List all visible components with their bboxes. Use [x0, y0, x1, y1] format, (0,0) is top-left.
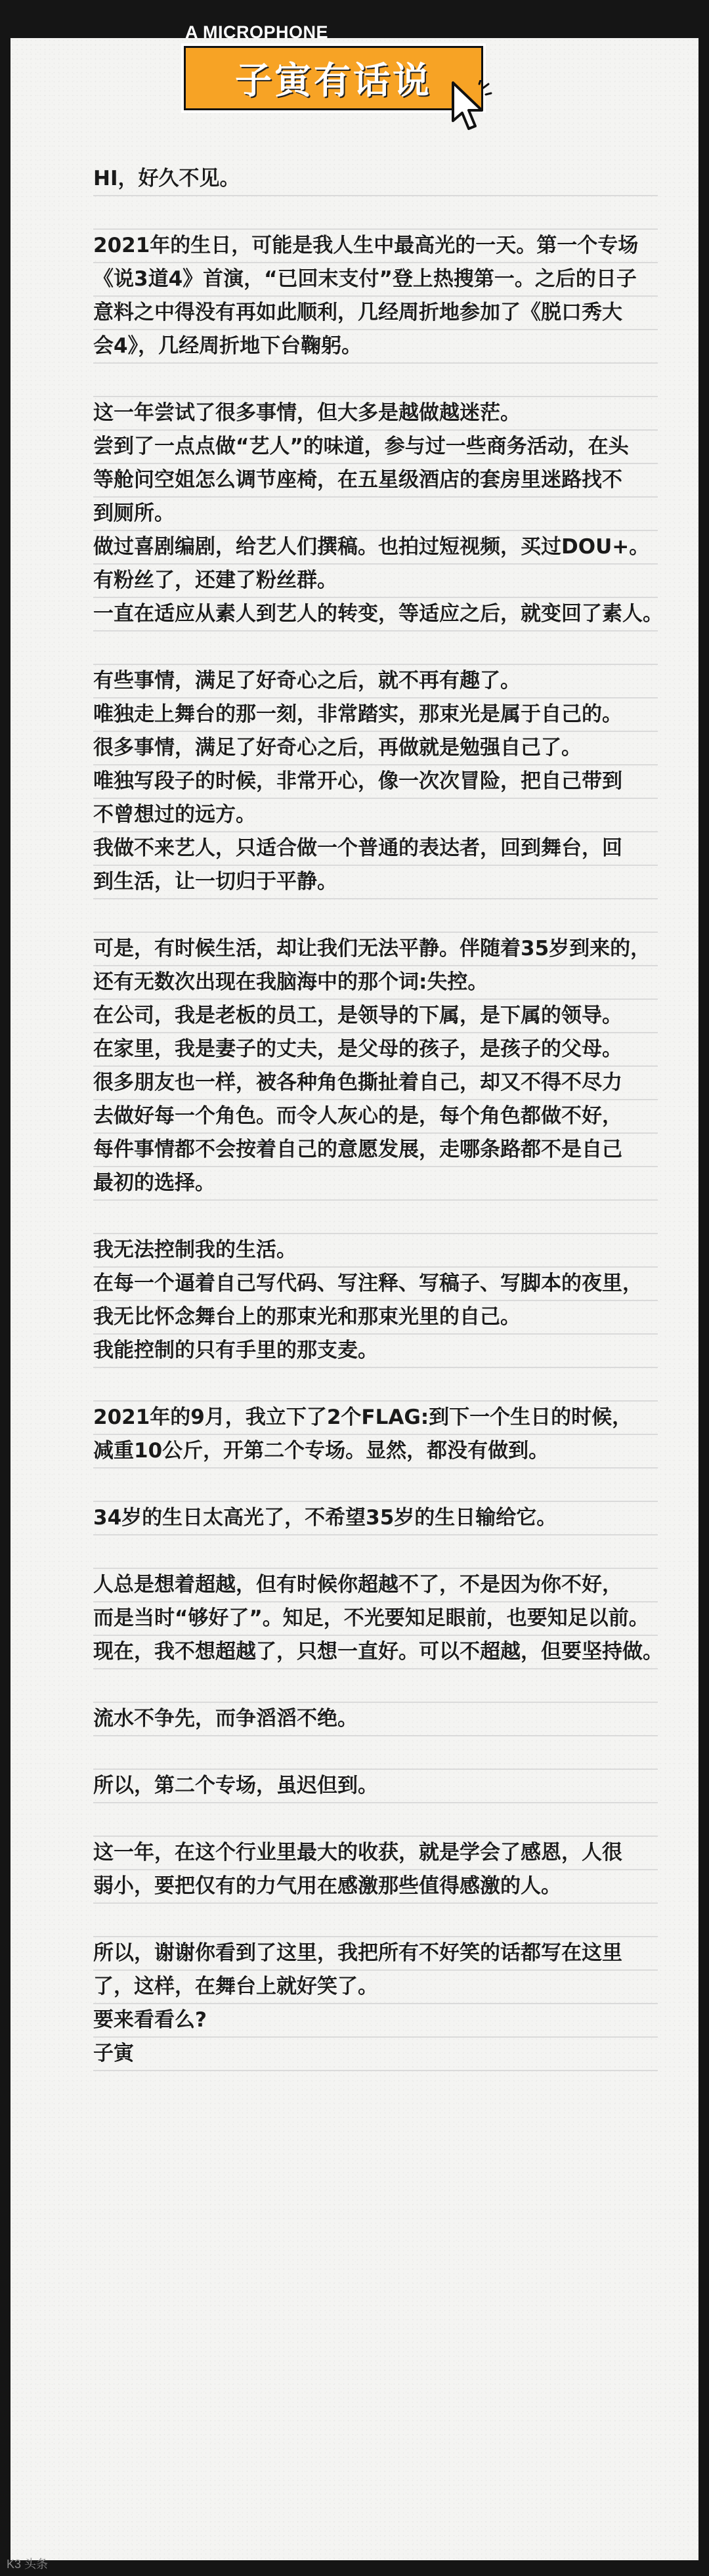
- text-line: 会4》，几经周折地下台鞠躬。: [93, 330, 658, 364]
- title-banner: [184, 46, 483, 110]
- text-line: 一直在适应从素人到艺人的转变，等适应之后，就变回了素人。: [93, 598, 658, 632]
- text-line: 可是，有时候生活，却让我们无法平静。伴随着35岁到来的，: [93, 933, 658, 966]
- article-body: [93, 163, 663, 2071]
- page-title: 子寅有话说: [235, 60, 432, 102]
- paragraph-gap: [93, 1368, 658, 1402]
- text-line: 流水不争先，而争滔滔不绝。: [93, 1703, 658, 1736]
- text-line: 这一年，在这个行业里最大的收获，就是学会了感恩，人很: [93, 1837, 658, 1870]
- header-sub-label: A MICROPHONE: [185, 22, 329, 42]
- text-line: HI，好久不见。: [93, 163, 658, 196]
- text-line: 在每一个逼着自己写代码、写注释、写稿子、写脚本的夜里，: [93, 1268, 658, 1301]
- text-line: 意料之中得没有再如此顺利，几经周折地参加了《脱口秀大: [93, 297, 658, 330]
- text-line: 2021年的9月，我立下了2个FLAG:到下一个生日的时候，: [93, 1402, 658, 1435]
- paragraph-gap: [93, 1201, 658, 1234]
- paragraph-gap: [93, 1535, 658, 1569]
- cursor-icon: [449, 80, 492, 133]
- paragraph-gap: [93, 632, 658, 665]
- text-line: 唯独走上舞台的那一刻，非常踏实，那束光是属于自己的。: [93, 698, 658, 732]
- text-line: 现在，我不想超越了，只想一直好。可以不超越，但要坚持做。: [93, 1636, 658, 1669]
- text-line: 尝到了一点点做“艺人”的味道，参与过一些商务活动，在头: [93, 431, 658, 464]
- text-line: 还有无数次出现在我脑海中的那个词:失控。: [93, 966, 658, 1000]
- paragraph-gap: [93, 1803, 658, 1837]
- text-line: 《说3道4》首演，“已回末支付”登上热搜第一。之后的日子: [93, 263, 658, 297]
- text-line: 去做好每一个角色。而令人灰心的是，每个角色都做不好，: [93, 1100, 658, 1134]
- text-line: 每件事情都不会按着自己的意愿发展，走哪条路都不是自己: [93, 1134, 658, 1167]
- text-line: 做过喜剧编剧，给艺人们撰稿。也拍过短视频，买过DOU+。: [93, 531, 658, 565]
- text-line: 等舱问空姐怎么调节座椅，在五星级酒店的套房里迷路找不: [93, 464, 658, 498]
- text-line: 很多事情，满足了好奇心之后，再做就是勉强自己了。: [93, 732, 658, 765]
- text-line: 到厕所。: [93, 498, 658, 531]
- text-line: 我无法控制我的生活。: [93, 1234, 658, 1268]
- text-line: 所以，谢谢你看到了这里，我把所有不好笑的话都写在这里: [93, 1937, 658, 1971]
- text-line: 不曾想过的远方。: [93, 799, 658, 832]
- text-line: 我无比怀念舞台上的那束光和那束光里的自己。: [93, 1301, 658, 1335]
- text-line: 很多朋友也一样，被各种角色撕扯着自己，却又不得不尽力: [93, 1067, 658, 1100]
- text-line: 而是当时“够好了”。知足，不光要知足眼前，也要知足以前。: [93, 1602, 658, 1636]
- text-line: 在公司，我是老板的员工，是领导的下属，是下属的领导。: [93, 1000, 658, 1033]
- text-line: 有粉丝了，还建了粉丝群。: [93, 565, 658, 598]
- paragraph-gap: [93, 1904, 658, 1937]
- text-line: 最初的选择。: [93, 1167, 658, 1201]
- text-line: 减重10公斤，开第二个专场。显然，都没有做到。: [93, 1435, 658, 1469]
- text-line: 有些事情，满足了好奇心之后，就不再有趣了。: [93, 665, 658, 698]
- text-line: 到生活，让一切归于平静。: [93, 866, 658, 899]
- text-line: 要来看看么?: [93, 2004, 658, 2038]
- text-line: 人总是想着超越，但有时候你超越不了，不是因为你不好，: [93, 1569, 658, 1602]
- paragraph-gap: [93, 196, 658, 230]
- text-line: 子寅: [93, 2038, 658, 2071]
- text-line: 了，这样，在舞台上就好笑了。: [93, 1971, 658, 2004]
- paragraph-gap: [93, 364, 658, 397]
- text-line: 34岁的生日太高光了，不希望35岁的生日输给它。: [93, 1502, 658, 1535]
- text-line: 唯独写段子的时候，非常开心，像一次次冒险，把自己带到: [93, 765, 658, 799]
- text-line: 这一年尝试了很多事情，但大多是越做越迷茫。: [93, 397, 658, 431]
- paragraph-gap: [93, 1736, 658, 1770]
- paragraph-gap: [93, 899, 658, 933]
- watermark: K3 头条: [7, 2558, 49, 2571]
- text-line: 弱小，要把仅有的力气用在感激那些值得感激的人。: [93, 1870, 658, 1904]
- text-line: 在家里，我是妻子的丈夫，是父母的孩子，是孩子的父母。: [93, 1033, 658, 1067]
- text-line: 我能控制的只有手里的那支麦。: [93, 1335, 658, 1368]
- text-line: 2021年的生日，可能是我人生中最高光的一天。第一个专场: [93, 230, 658, 263]
- header: [176, 0, 491, 125]
- paragraph-gap: [93, 1469, 658, 1502]
- text-line: 所以，第二个专场，虽迟但到。: [93, 1770, 658, 1803]
- text-line: 我做不来艺人，只适合做一个普通的表达者，回到舞台，回: [93, 832, 658, 866]
- paragraph-gap: [93, 1669, 658, 1703]
